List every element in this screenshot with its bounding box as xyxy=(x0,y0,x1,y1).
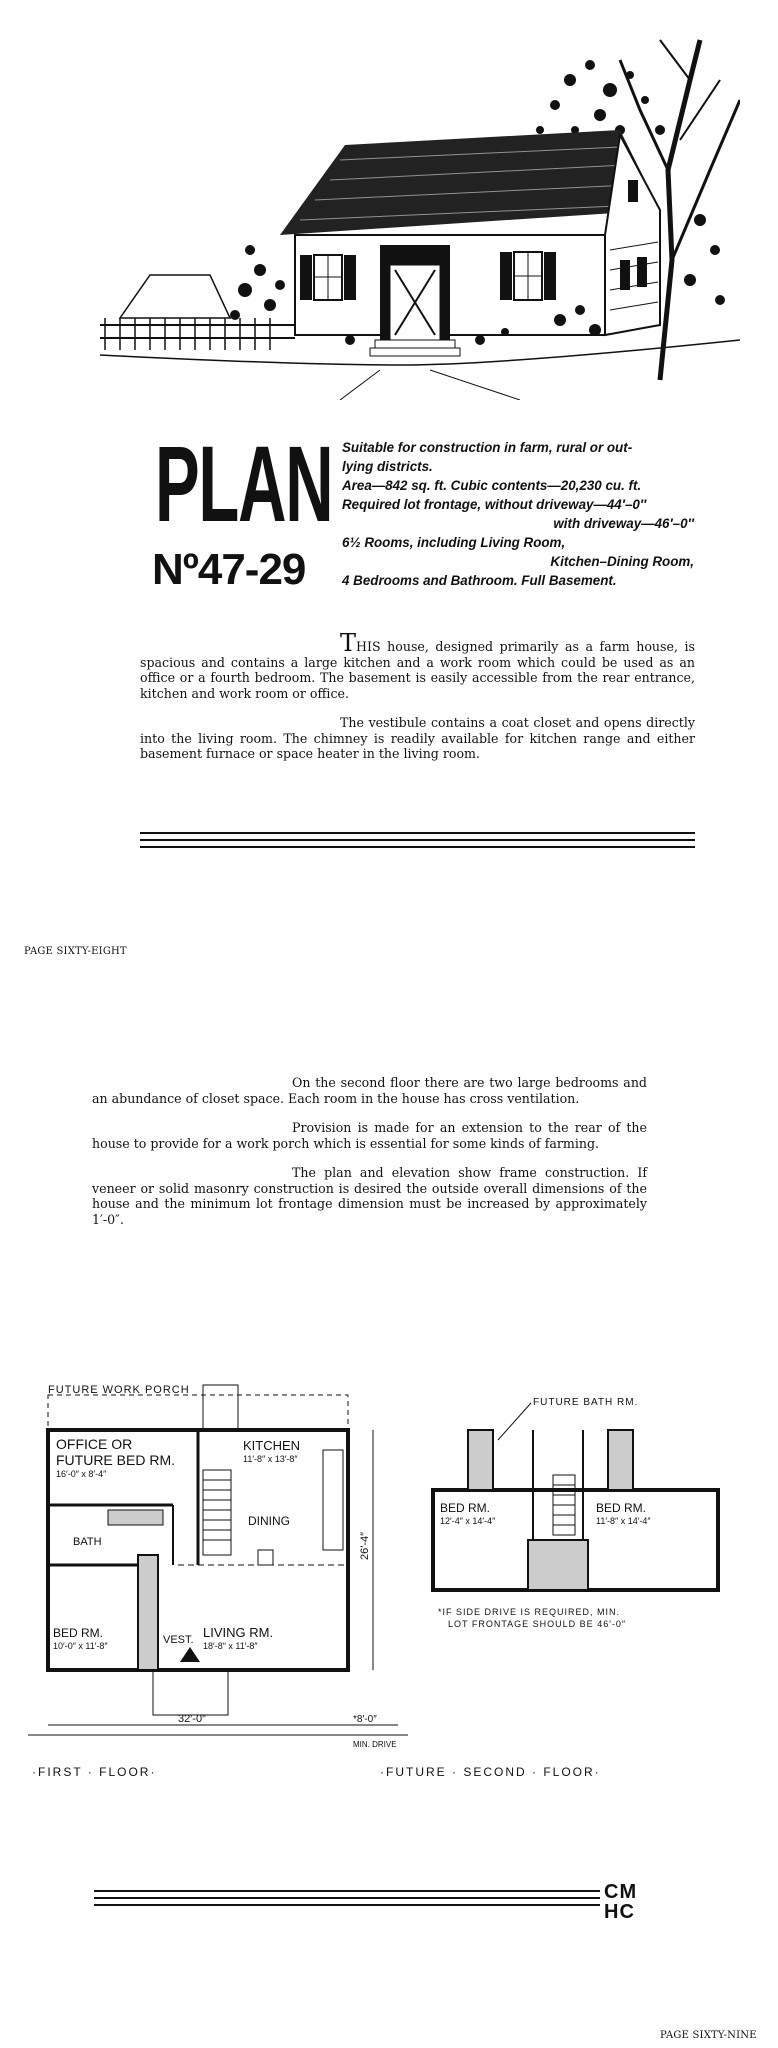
cmhc-logo: CM HC xyxy=(604,1881,638,1923)
label-bed2-dim: 11′-8″ x 14′-4″ xyxy=(596,1516,651,1526)
label-bed1-dim: 12′-4″ x 14′-4″ xyxy=(440,1516,496,1526)
label-width: 32′-0″ xyxy=(178,1713,206,1725)
label-office-2: FUTURE BED RM. xyxy=(56,1452,175,1468)
spec-line: lying districts. xyxy=(342,459,433,474)
first-floor-plan xyxy=(28,1384,408,1749)
label-porch: FUTURE WORK PORCH xyxy=(48,1384,190,1396)
label-bed-room-1: BED RM. xyxy=(440,1501,491,1515)
paragraph: The vestibule contains a coat closet and opens directly into the living room. The chimney is readily available for kitchen range and either basement furnace or space heater in the living room. xyxy=(140,715,695,761)
spec-line: Area—842 sq. ft. Cubic contents—20,230 cu. ft. xyxy=(342,478,642,493)
label-kitchen-dim: 11′-8″ x 13′-8″ xyxy=(243,1454,298,1464)
drop-cap: T xyxy=(340,629,357,657)
spec-line: with driveway—46′–0″ xyxy=(553,516,694,531)
plan-number: Nº47-29 xyxy=(152,545,306,594)
label-bed-dim: 10′-0″ x 11′-8″ xyxy=(53,1641,108,1651)
label-drive-note-1: *IF SIDE DRIVE IS REQUIRED, MIN. xyxy=(438,1607,621,1617)
label-dining: DINING xyxy=(248,1514,290,1528)
first-floor-title: ·FIRST · FLOOR· xyxy=(32,1765,157,1779)
house-illustration xyxy=(100,20,740,400)
divider-rules xyxy=(140,832,695,853)
label-drive: *8′-0″ xyxy=(353,1714,377,1725)
floor-plans xyxy=(28,1375,730,1805)
second-floor-title: ·FUTURE · SECOND · FLOOR· xyxy=(380,1765,601,1779)
label-office: OFFICE OR xyxy=(56,1436,133,1452)
plan-specifications xyxy=(342,438,702,590)
divider-rules-bottom xyxy=(94,1890,600,1911)
paragraph: Provision is made for an extension to the rear of the house to provide for a work porch which is essential for some kinds of farming. xyxy=(92,1120,647,1151)
label-drive-note-2: LOT FRONTAGE SHOULD BE 46′-0″ xyxy=(448,1619,627,1629)
label-min-drive: MIN. DRIVE xyxy=(353,1740,397,1749)
plan-title: PLAN xyxy=(155,423,333,544)
page-number-left: PAGE SIXTY-EIGHT xyxy=(24,946,127,957)
page-number-right: PAGE SIXTY-NINE xyxy=(660,2030,757,2041)
label-kitchen: KITCHEN xyxy=(243,1438,301,1453)
label-bed-room: BED RM. xyxy=(53,1626,104,1640)
label-bath: BATH xyxy=(73,1536,102,1548)
label-vestibule: VEST. xyxy=(163,1634,194,1646)
paragraph: On the second floor there are two large bedrooms and an abundance of closet space. Each room in the house has cross ventilation. xyxy=(92,1075,647,1106)
description-section-1 xyxy=(140,629,695,776)
label-depth: 26′-4″ xyxy=(359,1532,371,1560)
label-bed-room-2: BED RM. xyxy=(596,1501,647,1515)
spec-line: Suitable for construction in farm, rural or out- xyxy=(342,440,633,455)
spec-line: 4 Bedrooms and Bathroom. Full Basement. xyxy=(342,573,617,588)
spec-line: Required lot frontage, without driveway—44′–0″ xyxy=(342,497,647,512)
second-floor-plan xyxy=(433,1397,718,1629)
spec-line: 6½ Rooms, including Living Room, xyxy=(342,535,566,550)
paragraph: The plan and elevation show frame construction. If veneer or solid masonry construction is desired the outside overall dimensions of the house and the minimum lot frontage dimension must be increased by approximately 1′-0″. xyxy=(92,1165,647,1227)
label-living-dim: 18′-8″ x 11′-8″ xyxy=(203,1641,258,1651)
label-living: LIVING RM. xyxy=(203,1625,274,1640)
spec-line: Kitchen–Dining Room, xyxy=(550,554,694,569)
description-section-2 xyxy=(92,1075,647,1241)
label-future-bath: FUTURE BATH RM. xyxy=(533,1397,639,1408)
paragraph: HIS house, designed primarily as a farm house, is spacious and contains a large kitchen and a work room which could be used as an office or a fourth bedroom. The basement is easily accessible from the rear entrance, kitchen and work room or office. xyxy=(140,639,695,701)
label-office-dim: 16′-0″ x 8′-4″ xyxy=(56,1469,107,1479)
